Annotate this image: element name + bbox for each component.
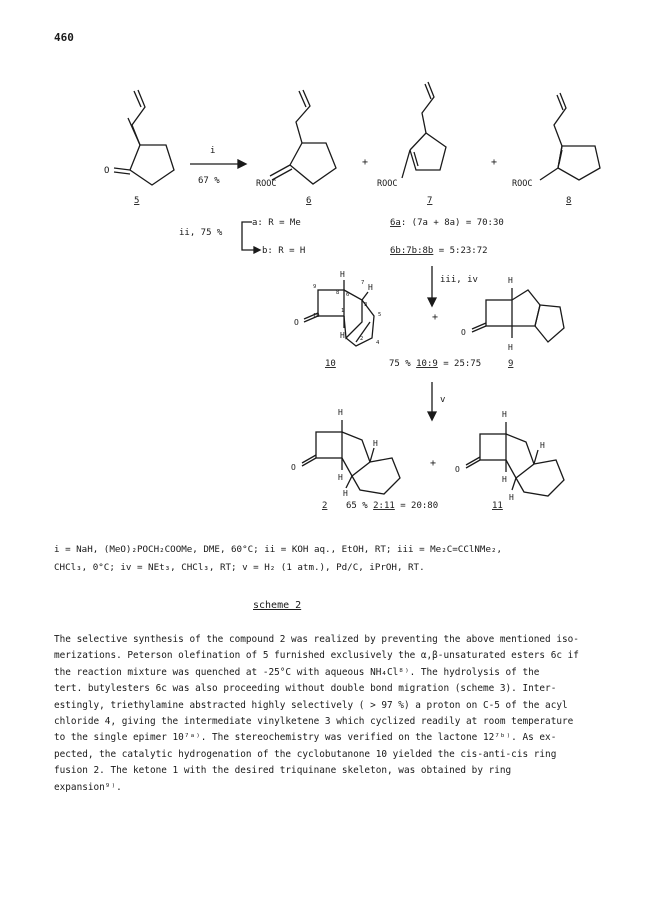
ester-group-8: ROOC xyxy=(512,179,533,189)
step3-yield-ratio xyxy=(346,501,438,511)
compound-label-6: 6 xyxy=(306,196,312,206)
ester-methyl-option: a: R = Me xyxy=(252,218,301,228)
atom-number-8: 8 xyxy=(336,290,340,296)
hydrogen-label-10a: H xyxy=(340,270,345,279)
structure-compound-11 xyxy=(466,422,564,496)
atom-number-3: 3 xyxy=(364,302,368,308)
oxygen-label-11: O xyxy=(455,465,460,474)
ratio-b-prefix: 6b:7b:8b xyxy=(390,246,434,256)
hydrogen-label-2c: H xyxy=(373,439,378,448)
page-number: 460 xyxy=(54,31,74,44)
ratio-a-rest: : (7a + 8a) = 70:30 xyxy=(400,218,504,228)
hydrogen-label-9b: H xyxy=(508,343,513,352)
body-line: to the single epimer 10⁷ᵃ⁾. The stereochemistry was verified on the lactone 12⁷ᵇ⁾. As ex- xyxy=(54,732,557,744)
hydrogen-label-11c: H xyxy=(540,441,545,450)
ratio-b xyxy=(390,246,488,256)
reagent-v-label: v xyxy=(440,395,446,405)
body-line: merizations. Peterson olefination of 5 furnished exclusively the α,β-unsaturated esters 6c if xyxy=(54,650,579,662)
ratio-b-rest: = 5:23:72 xyxy=(433,246,488,256)
reagent-i-label: i xyxy=(210,146,216,156)
ratio-a xyxy=(390,218,504,228)
hydrogen-label-10b: H xyxy=(340,331,345,340)
plus-sign-1: + xyxy=(362,157,369,168)
compound-label-10: 10 xyxy=(325,359,336,369)
structure-compound-2 xyxy=(302,420,400,494)
step2-ratio-value: = 25:75 xyxy=(437,359,482,369)
compound-label-2: 2 xyxy=(322,501,328,511)
oxygen-label-10: O xyxy=(294,318,299,327)
yield-67-label: 67 % xyxy=(198,176,220,186)
atom-number-6: 6 xyxy=(346,292,350,298)
step3-ratio-value: = 20:80 xyxy=(394,501,439,511)
compound-label-5: 5 xyxy=(134,196,140,206)
compound-label-7: 7 xyxy=(427,196,433,206)
atom-number-7: 7 xyxy=(361,280,365,286)
atom-number-9: 9 xyxy=(313,284,317,290)
ester-group-7: ROOC xyxy=(377,179,398,189)
hydrogen-label-11b: H xyxy=(502,475,507,484)
reagent-ii-label: ii, 75 % xyxy=(179,228,223,238)
body-line: pected, the catalytic hydrogenation of the cyclobutanone 10 yielded the cis-anti-cis ring xyxy=(54,748,557,760)
plus-sign-2: + xyxy=(491,157,498,168)
compound-label-11: 11 xyxy=(492,501,503,511)
atom-number-2: 2 xyxy=(360,336,364,342)
reagent-iii-iv-label: iii, iv xyxy=(440,275,478,285)
scheme-caption: scheme 2 xyxy=(253,600,302,611)
hydrogen-label-2d: H xyxy=(343,489,348,498)
atom-number-4: 4 xyxy=(376,340,380,346)
body-line: chloride 4, giving the intermediate vinylketene 3 which cyclized readily at room temperature xyxy=(54,716,574,728)
body-line: fusion 2. The ketone 1 with the desired triquinane skeleton, was obtained by ring xyxy=(54,765,512,777)
hydrogen-label-10c: H xyxy=(368,283,373,292)
compound-label-9: 9 xyxy=(508,359,514,369)
reaction-conditions-line-2: CHCl₃, 0°C; iv = NEt₃, CHCl₃, RT; v = H₂ (1 atm.), Pd/C, iPrOH, RT. xyxy=(54,562,425,573)
step2-ratio-label: 10:9 xyxy=(416,359,438,369)
structure-compound-6 xyxy=(270,90,336,184)
body-line: The selective synthesis of the compound 2 was realized by preventing the above mentioned iso- xyxy=(54,634,579,645)
atom-number-5: 5 xyxy=(378,312,382,318)
plus-sign-4: + xyxy=(430,458,437,469)
step3-ratio-label: 2:11 xyxy=(373,501,395,511)
structure-compound-7 xyxy=(402,82,446,178)
hydrogen-label-11d: H xyxy=(509,493,514,502)
structure-compound-5 xyxy=(114,90,174,185)
body-line: estingly, triethylamine abstracted highly selectively ( > 97 %) a proton on C-5 of the acyl xyxy=(54,699,568,711)
step3-yield: 65 % xyxy=(346,501,368,511)
ketone-oxygen-label: O xyxy=(104,166,110,176)
body-line: expansion⁹⁾. xyxy=(54,781,122,793)
compound-label-8: 8 xyxy=(566,196,572,206)
plus-sign-3: + xyxy=(432,312,439,323)
structure-compound-8 xyxy=(540,93,600,180)
hydrogen-label-9a: H xyxy=(508,276,513,285)
oxygen-label-9: O xyxy=(461,328,466,337)
body-line: tert. butylesters 6c was also proceeding without double bond migration (scheme 3). Inter- xyxy=(54,683,557,695)
body-line: the reaction mixture was quenched at -25°C with aqueous NH₄Cl⁸⁾. The hydrolysis of the xyxy=(54,666,540,678)
atom-number-1: 1 xyxy=(341,308,345,314)
atom-number-10: 10 xyxy=(313,313,320,319)
oxygen-label-2: O xyxy=(291,463,296,472)
step2-yield-ratio xyxy=(389,359,481,369)
structure-compound-9 xyxy=(472,288,564,342)
ratio-a-prefix: 6a xyxy=(390,218,401,228)
hydrogen-label-11a: H xyxy=(502,410,507,419)
ester-group-6: ROOC xyxy=(256,179,277,189)
acid-option: b: R = H xyxy=(262,246,306,256)
hydrogen-label-2a: H xyxy=(338,408,343,417)
reaction-conditions-line-1: i = NaH, (MeO)₂POCH₂COOMe, DME, 60°C; ii = KOH aq., EtOH, RT; iii = Me₂C=CClNMe₂, xyxy=(54,544,503,555)
step2-yield: 75 % xyxy=(389,359,411,369)
hydrogen-label-2b: H xyxy=(338,473,343,482)
body-paragraph xyxy=(54,632,614,796)
